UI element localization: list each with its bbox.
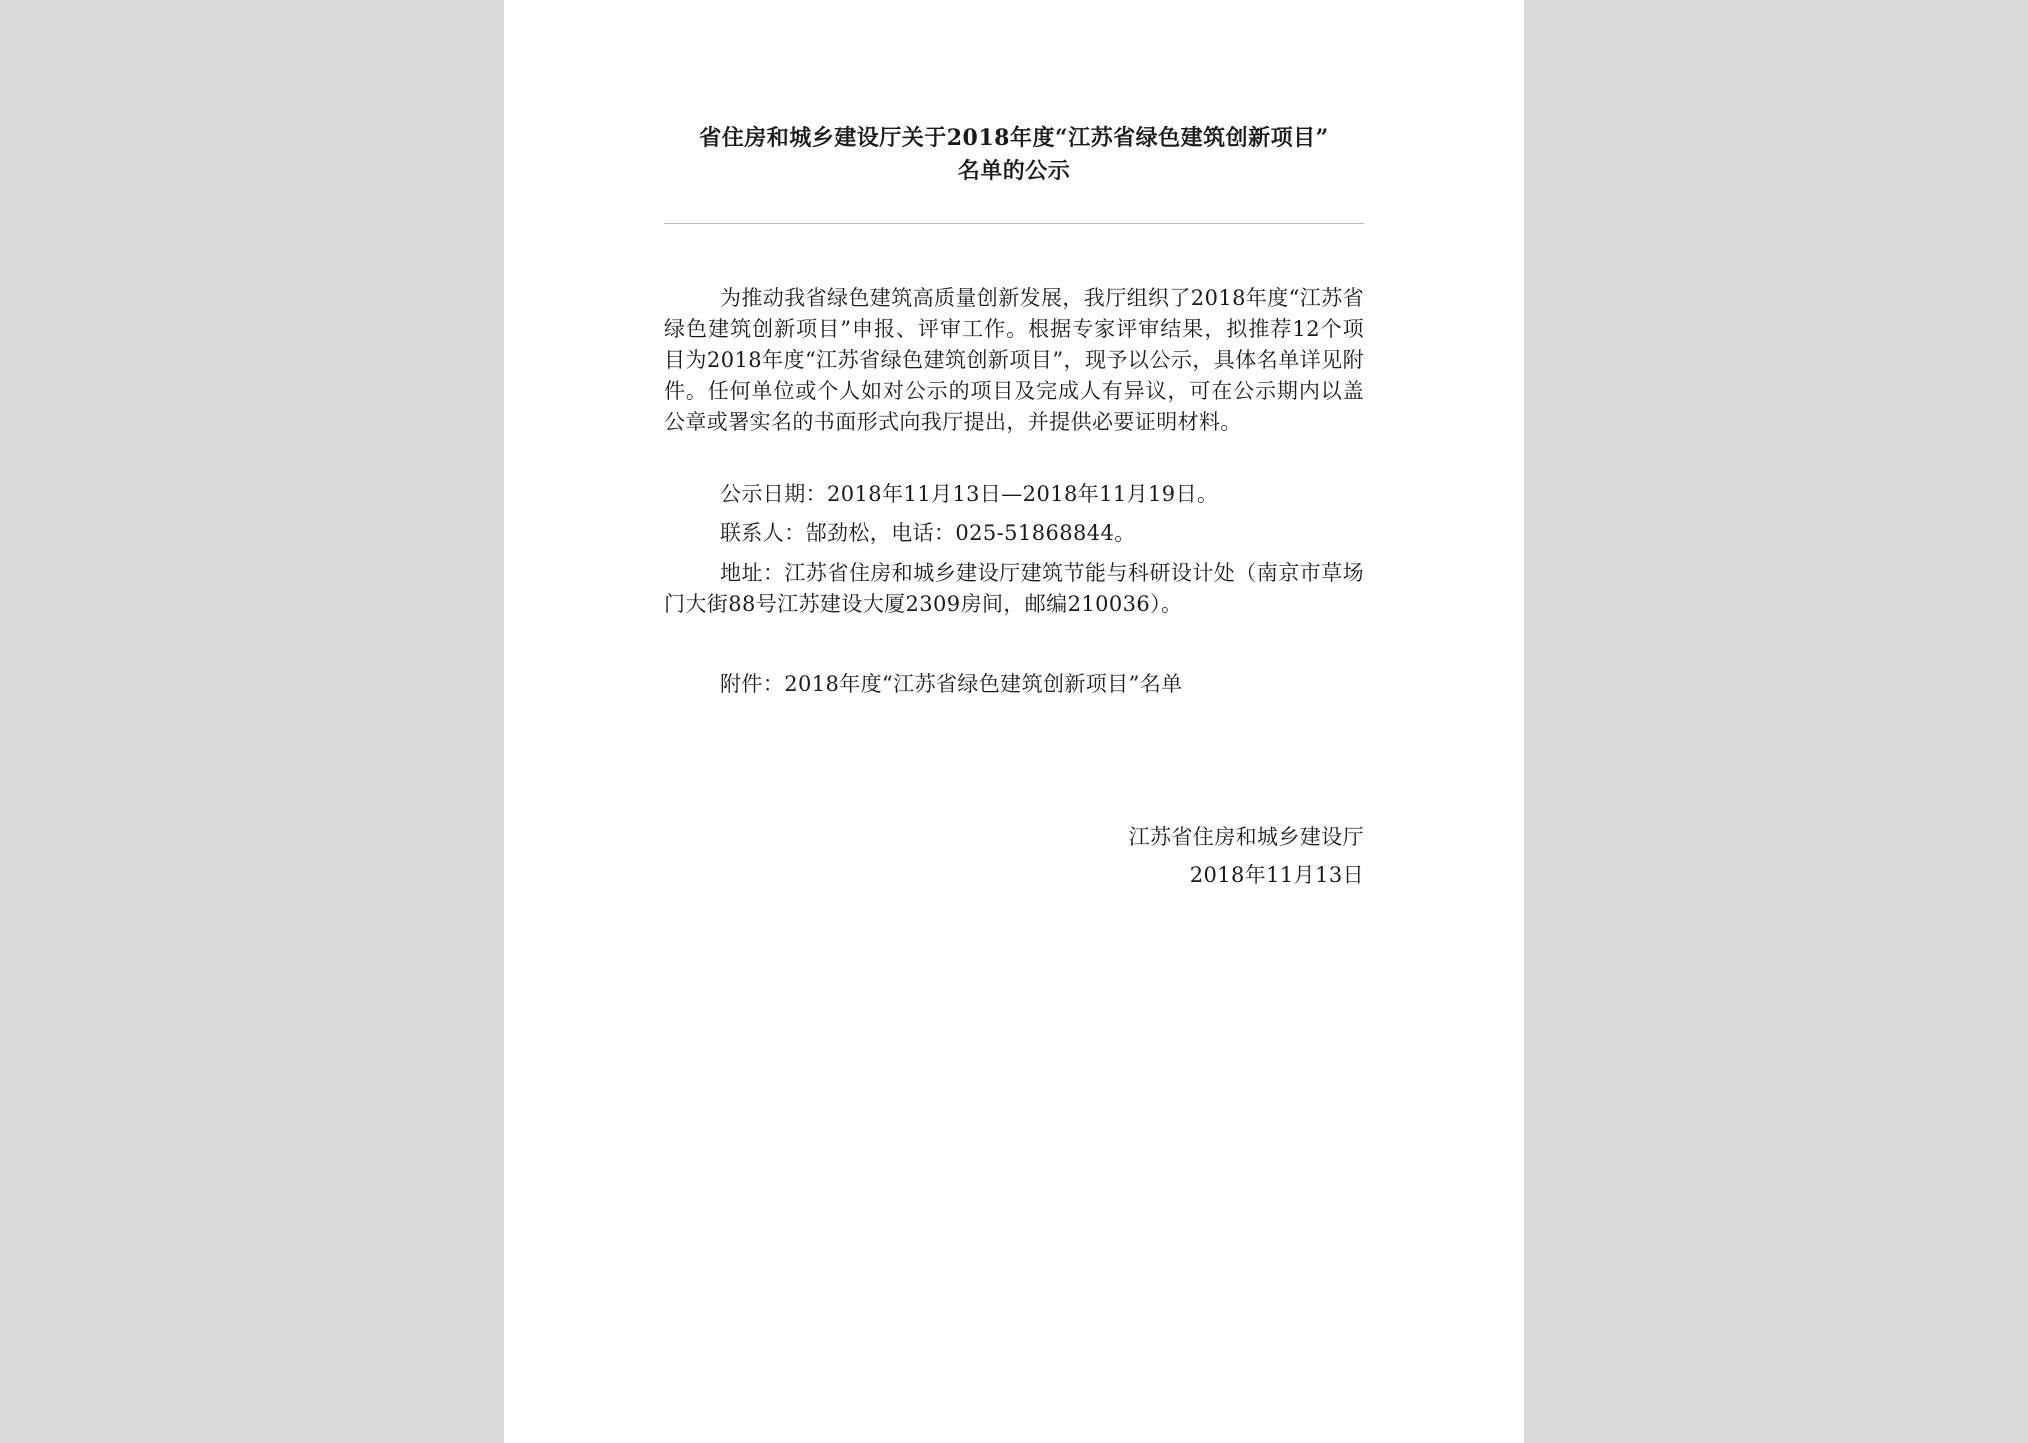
signature-date: 2018年11月13日 (1189, 863, 1364, 887)
document-title (664, 122, 1364, 188)
title-line-2: 名单的公示 (957, 158, 1071, 184)
title-line-1: 省住房和城乡建设厅关于2018年度“江苏省绿色建筑创新项目” (699, 125, 1329, 151)
main-paragraph: 为推动我省绿色建筑高质量创新发展，我厅组织了2018年度“江苏省绿色建筑创新项目”申报、评审工作。根据专家评审结果，拟推荐12个项目为2018年度“江苏省绿色建筑创新项目”，现予以公示，具体名单详见附件。任何单位或个人如对公示的项目及完成人有异议，可在公示期内以盖公章或署实名的书面形式向我厅提出，并提供必要证明材料。 (664, 286, 1364, 434)
signature-organization: 江苏省住房和城乡建设厅 (1128, 825, 1364, 849)
publicity-date: 公示日期：2018年11月13日—2018年11月19日。 (720, 482, 1219, 506)
contact-info: 联系人：郜劲松，电话：025-51868844。 (720, 521, 1136, 545)
attachment-note: 附件：2018年度“江苏省绿色建筑创新项目”名单 (720, 672, 1183, 696)
address-info: 地址：江苏省住房和城乡建设厅建筑节能与科研设计处（南京市草场门大街88号江苏建设大厦2309房间，邮编210036）。 (664, 561, 1364, 616)
document-page (504, 0, 1524, 1443)
title-divider (664, 223, 1364, 224)
